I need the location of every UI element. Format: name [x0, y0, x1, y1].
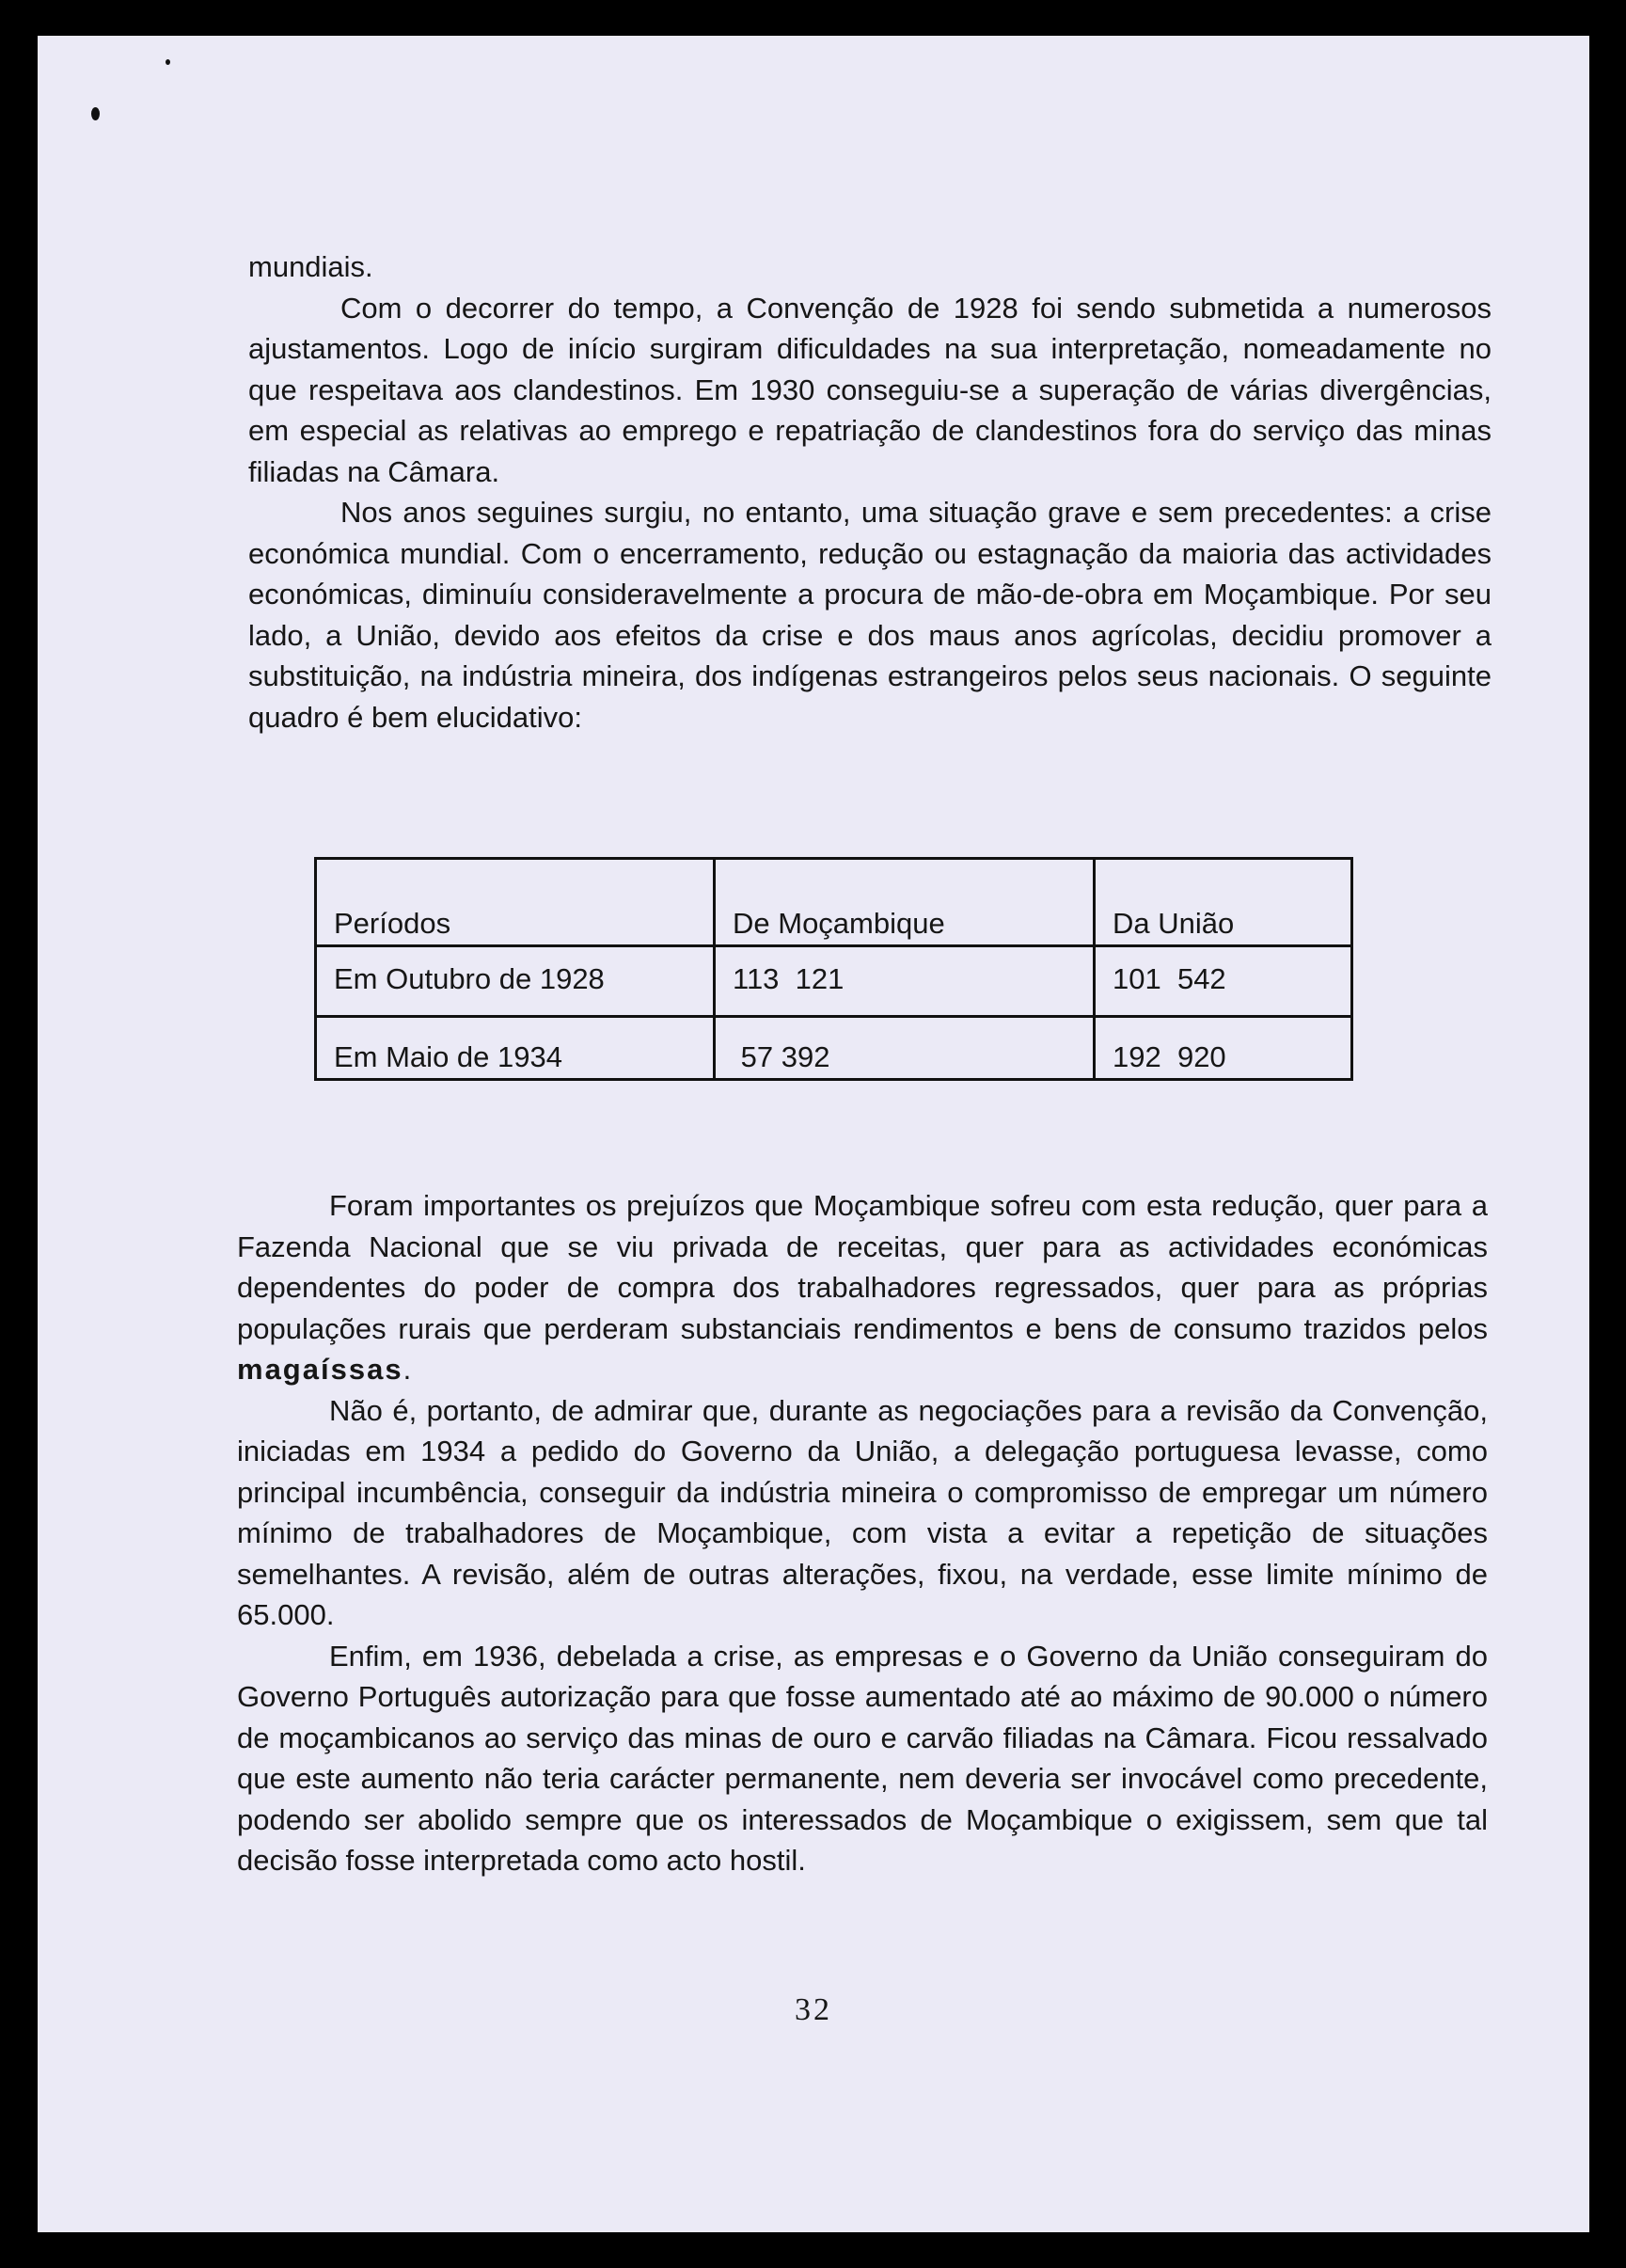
body-text-bottom: [237, 1185, 1488, 1881]
paragraph-4: [237, 1185, 1488, 1390]
column-header-union: Da União: [1095, 859, 1352, 946]
document-page: [38, 36, 1589, 2232]
table-cell: 192 920: [1095, 1017, 1352, 1080]
data-table: [314, 857, 1353, 1081]
paragraph-1: mundiais.: [248, 250, 373, 283]
table-cell: 101 542: [1095, 946, 1352, 1017]
paragraph-4-text: Foram importantes os prejuízos que Moçambique sofreu com esta redução, quer para a Fazenda Nacional que se viu privada de receitas, quer para as actividades económicas dependentes do poder de compra dos trabalhadores regressados, quer para as próprias populações rurais que perderam substanciais rendimentos e bens de consumo trazidos pelos: [237, 1189, 1488, 1345]
paragraph-2: Com o decorrer do tempo, a Convenção de 1928 foi sendo submetida a numerosos ajustamentos. Logo de início surgiram dificuldades na sua interpretação, nomeadamente no que respeitava aos clandestinos. Em 1930 conseguiu-se a superação de várias divergências, em especial as relativas ao emprego e repatriação de clandestinos fora do serviço das minas filiadas na Câmara.: [248, 291, 1492, 488]
table-cell: Em Outubro de 1928: [316, 946, 715, 1017]
table-cell: 113 121: [715, 946, 1095, 1017]
ink-speck: [166, 59, 170, 65]
ink-speck: [91, 107, 100, 120]
table-cell: 57 392: [715, 1017, 1095, 1080]
column-header-periods: Períodos: [316, 859, 715, 946]
paragraph-4-end: .: [403, 1353, 412, 1386]
paragraph-3: Nos anos seguines surgiu, no entanto, uma situação grave e sem precedentes: a crise económica mundial. Com o encerramento, redução ou estagnação da maioria das actividades económicas, diminuíu consideravelmente a procura de mão-de-obra em Moçambique. Por seu lado, a União, devido aos efeitos da crise e dos maus anos agrícolas, decidiu promover a substituição, na indústria mineira, dos indígenas estrangeiros pelos seus nacionais. O seguinte quadro é bem elucidativo:: [248, 496, 1492, 734]
table-cell: Em Maio de 1934: [316, 1017, 715, 1080]
table-row: [316, 1017, 1352, 1080]
paragraph-6: Enfim, em 1936, debelada a crise, as empresas e o Governo da União conseguiram do Governo Português autorização para que fosse aumentado até ao máximo de 90.000 o número de moçambicanos ao serviço das minas de ouro e carvão filiadas na Câmara. Ficou ressalvado que este aumento não teria carácter permanente, nem deveria ser invocável como precedente, podendo ser abolido sempre que os interessados de Moçambique o exigissem, sem que tal decisão fosse interpretada como acto hostil.: [237, 1639, 1488, 1877]
table-header-row: [316, 859, 1352, 946]
page-number: 32: [795, 1992, 832, 2027]
emphasized-term: magaíssas: [237, 1353, 403, 1386]
column-header-mozambique: De Moçambique: [715, 859, 1095, 946]
body-text-top: [248, 246, 1492, 737]
table-row: [316, 946, 1352, 1017]
paragraph-5: Não é, portanto, de admirar que, durante as negociações para a revisão da Convenção, iniciadas em 1934 a pedido do Governo da União, a delegação portuguesa levasse, como principal incumbência, conseguir da indústria mineira o compromisso de empregar um número mínimo de trabalhadores de Moçambique, com vista a evitar a repetição de situações semelhantes. A revisão, além de outras alterações, fixou, na verdade, esse limite mínimo de 65.000.: [237, 1393, 1488, 1631]
